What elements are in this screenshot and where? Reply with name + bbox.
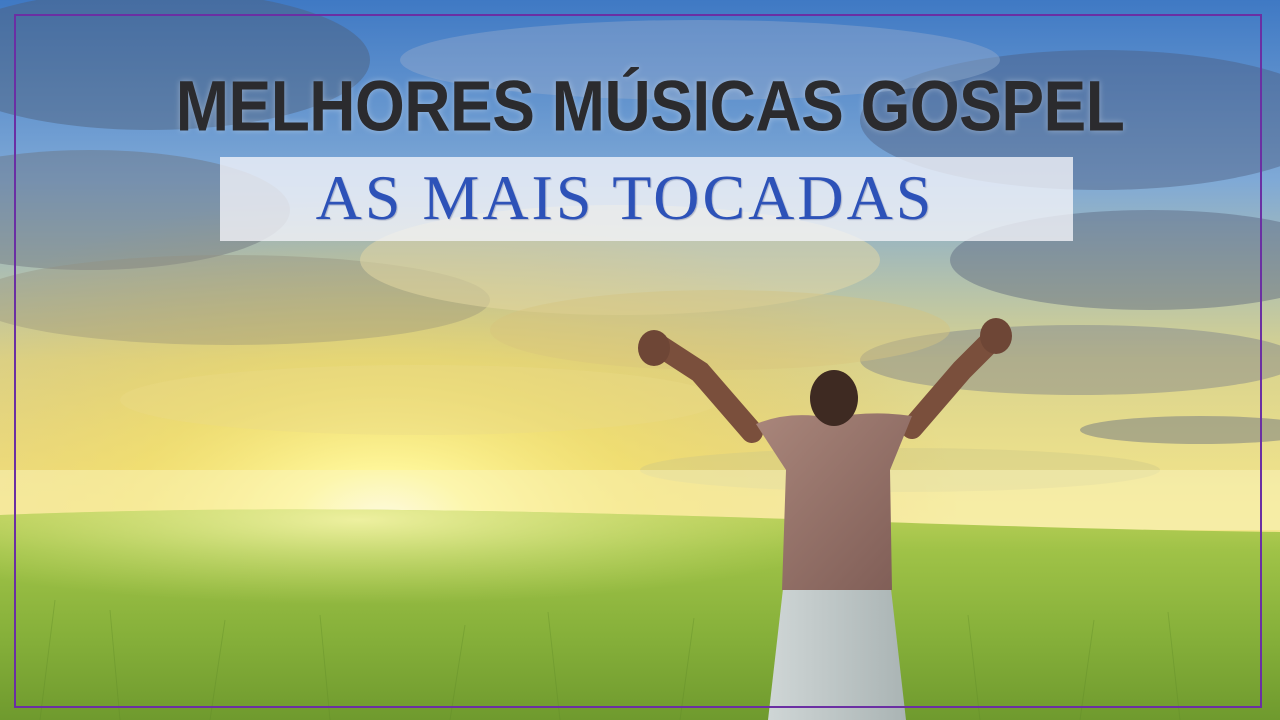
subtitle-text: AS MAIS TOCADAS bbox=[315, 162, 935, 233]
main-title: MELHORES MÚSICAS GOSPEL bbox=[175, 65, 1125, 147]
